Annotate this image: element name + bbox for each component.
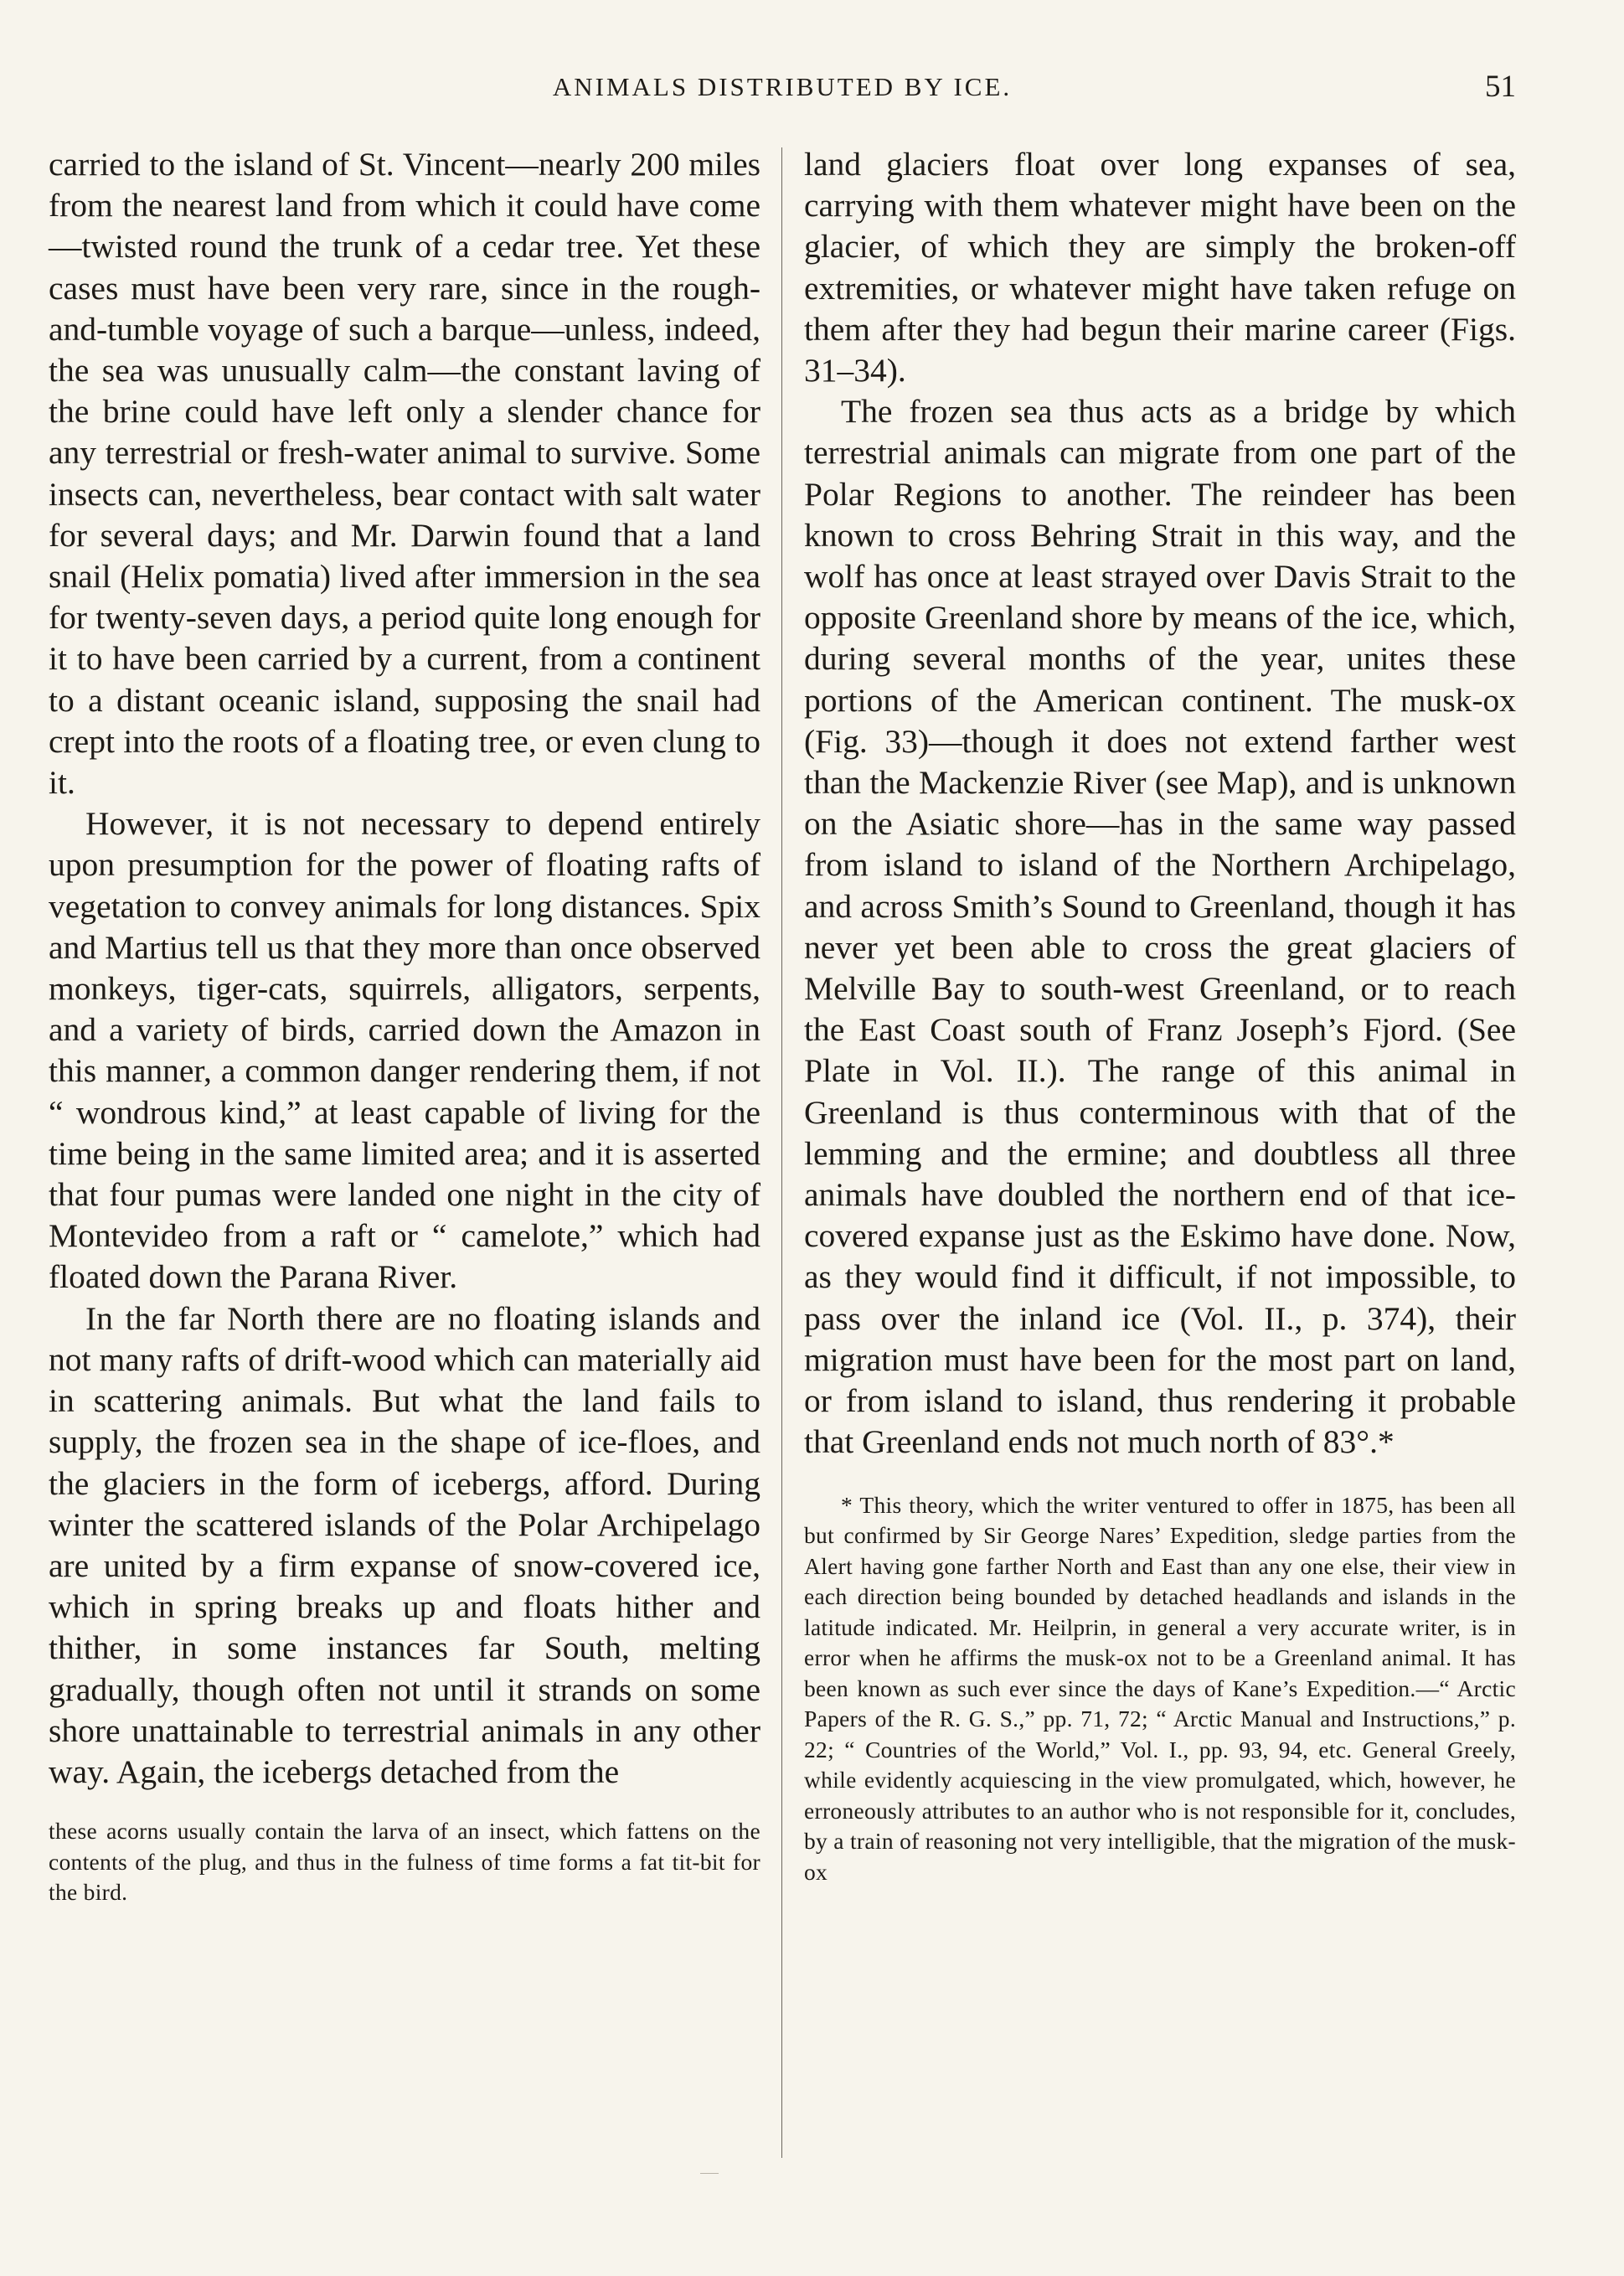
paragraph: The frozen sea thus acts as a bridge by which terrestrial animals can migrate from one part of the Polar Regions to another. The reindeer has been known to cross Behring Strait in this way, and the wolf has once at least strayed over Davis Strait to the opposite Greenland shore by means of the ice, which, during several months of the year, unites these portions of the American continent. The musk-ox (Fig. 33)—though it does not extend farther west than the Mackenzie River (see Map), and is unknown on the Asiatic shore—has in the same way passed from island to island of the Northern Archipelago, and across Smith’s Sound to Greenland, though it has never yet been able to cross the great glaciers of Melville Bay to south-west Greenland, or to reach the East Coast south of Franz Joseph’s Fjord. (See Plate in Vol. II.). The range of this animal in Greenland is thus conterminous with that of the lemming and the ermine; and doubtless all three animals have doubled the northern end of that ice-covered expanse just as the Eskimo have done. Now, as they would find it difficult, if not impossible, to pass over the inland ice (Vol. II., p. 374), their migration must have been for the most part on land, or from island to island, thus rendering it probable that Greenland ends not much north of 83°.*	[804, 393, 1516, 1461]
bottom-printer-mark	[700, 2173, 719, 2174]
paragraph: However, it is not necessary to depend entirely upon presumption for the power of floating rafts of vegetation to convey animals for long distances. Spix and Martius tell us that they more than once observed monkeys, tiger-cats, squirrels, alligators, serpents, and a variety of birds, carried down the Amazon in this manner, a common danger rendering them, if not “ wondrous kind,” at least capable of living for the time being in the same limited area; and it is asserted that four pumas were landed one night in the city of Montevideo from a raft or “ camelote,” which had floated down the Parana River.	[49, 805, 760, 1296]
running-head: ANIMALS DISTRIBUTED BY ICE.	[552, 72, 1013, 101]
footnote-text: * This theory, which the writer ventured to offer in 1875, has been all but confirmed by Sir George Nares’ Expedition, sledge parties from the Alert having gone farther North and East than any one else, their view in each direction being bounded by detached headlands and islands in the latitude indicated. Mr. Heilprin, in general a very accurate writer, is in error when he affirms the musk-ox not to be a Greenland animal. It has been known as such ever since the days of Kane’s Expedition.—“ Arctic Papers of the R. G. S.,” pp. 71, 72; “ Arctic Manual and Instructions,” p. 22; “ Countries of the World,” Vol. I., pp. 93, 94, etc. General Greely, while evidently acquiescing in the view promulgated, which, however, he erroneously attributes to an author who is not responsible for it, concludes, by a train of reasoning not very intelligible, that the migration of the musk-ox	[804, 1491, 1516, 1885]
page-header	[49, 72, 1516, 114]
left-column	[49, 144, 760, 1908]
column-divider	[781, 147, 782, 2158]
paragraph: In the far North there are no floating islands and not many rafts of drift-wood which can materially aid in scattering animals. But what the land fails to supply, the frozen sea in the shape of ice-floes, and the glaciers in the form of icebergs, afford. During winter the scattered islands of the Polar Archipelago are united by a firm expanse of snow-covered ice, which in spring breaks up and floats hither and thither, in some instances far South, melting gradually, though often not until it strands on some shore unattainable to terrestrial animals in any other way. Again, the icebergs detached from the	[49, 1299, 760, 1790]
footnote	[804, 1490, 1516, 1888]
page-number: 51	[1485, 70, 1516, 104]
paragraph: land glaciers float over long expanses of sea, carrying with them whatever might have been on the glacier, of which they are simply the broken-off extremities, or whatever might have taken refuge on them after they had begun their marine career (Figs. 31–34).	[804, 146, 1516, 390]
paragraph: carried to the island of St. Vincent—nearly 200 miles from the nearest land from which it could have come—twisted round the trunk of a cedar tree. Yet these cases must have been very rare, since in the rough-and-tumble voyage of such a barque—unless, indeed, the sea was unusually calm—the constant laving of the brine could have left only a slender chance for any terrestrial or fresh-water animal to survive. Some insects can, nevertheless, bear contact with salt water for several days; and Mr. Darwin found that a land snail (Helix pomatia) lived after immersion in the sea for twenty-seven days, a period quite long enough for it to have been carried by a current, from a continent to a distant oceanic island, supposing the snail had crept into the roots of a floating tree, or even clung to it.	[49, 146, 760, 802]
footnote-text: these acorns usually contain the larva of an insect, which fattens on the contents of the plug, and thus in the fulness of time forms a fat tit-bit for the bird.	[49, 1818, 760, 1906]
right-column-body	[804, 144, 1516, 1463]
footnote-continuation	[49, 1816, 760, 1908]
right-column	[804, 144, 1516, 1887]
left-column-body	[49, 144, 760, 1793]
